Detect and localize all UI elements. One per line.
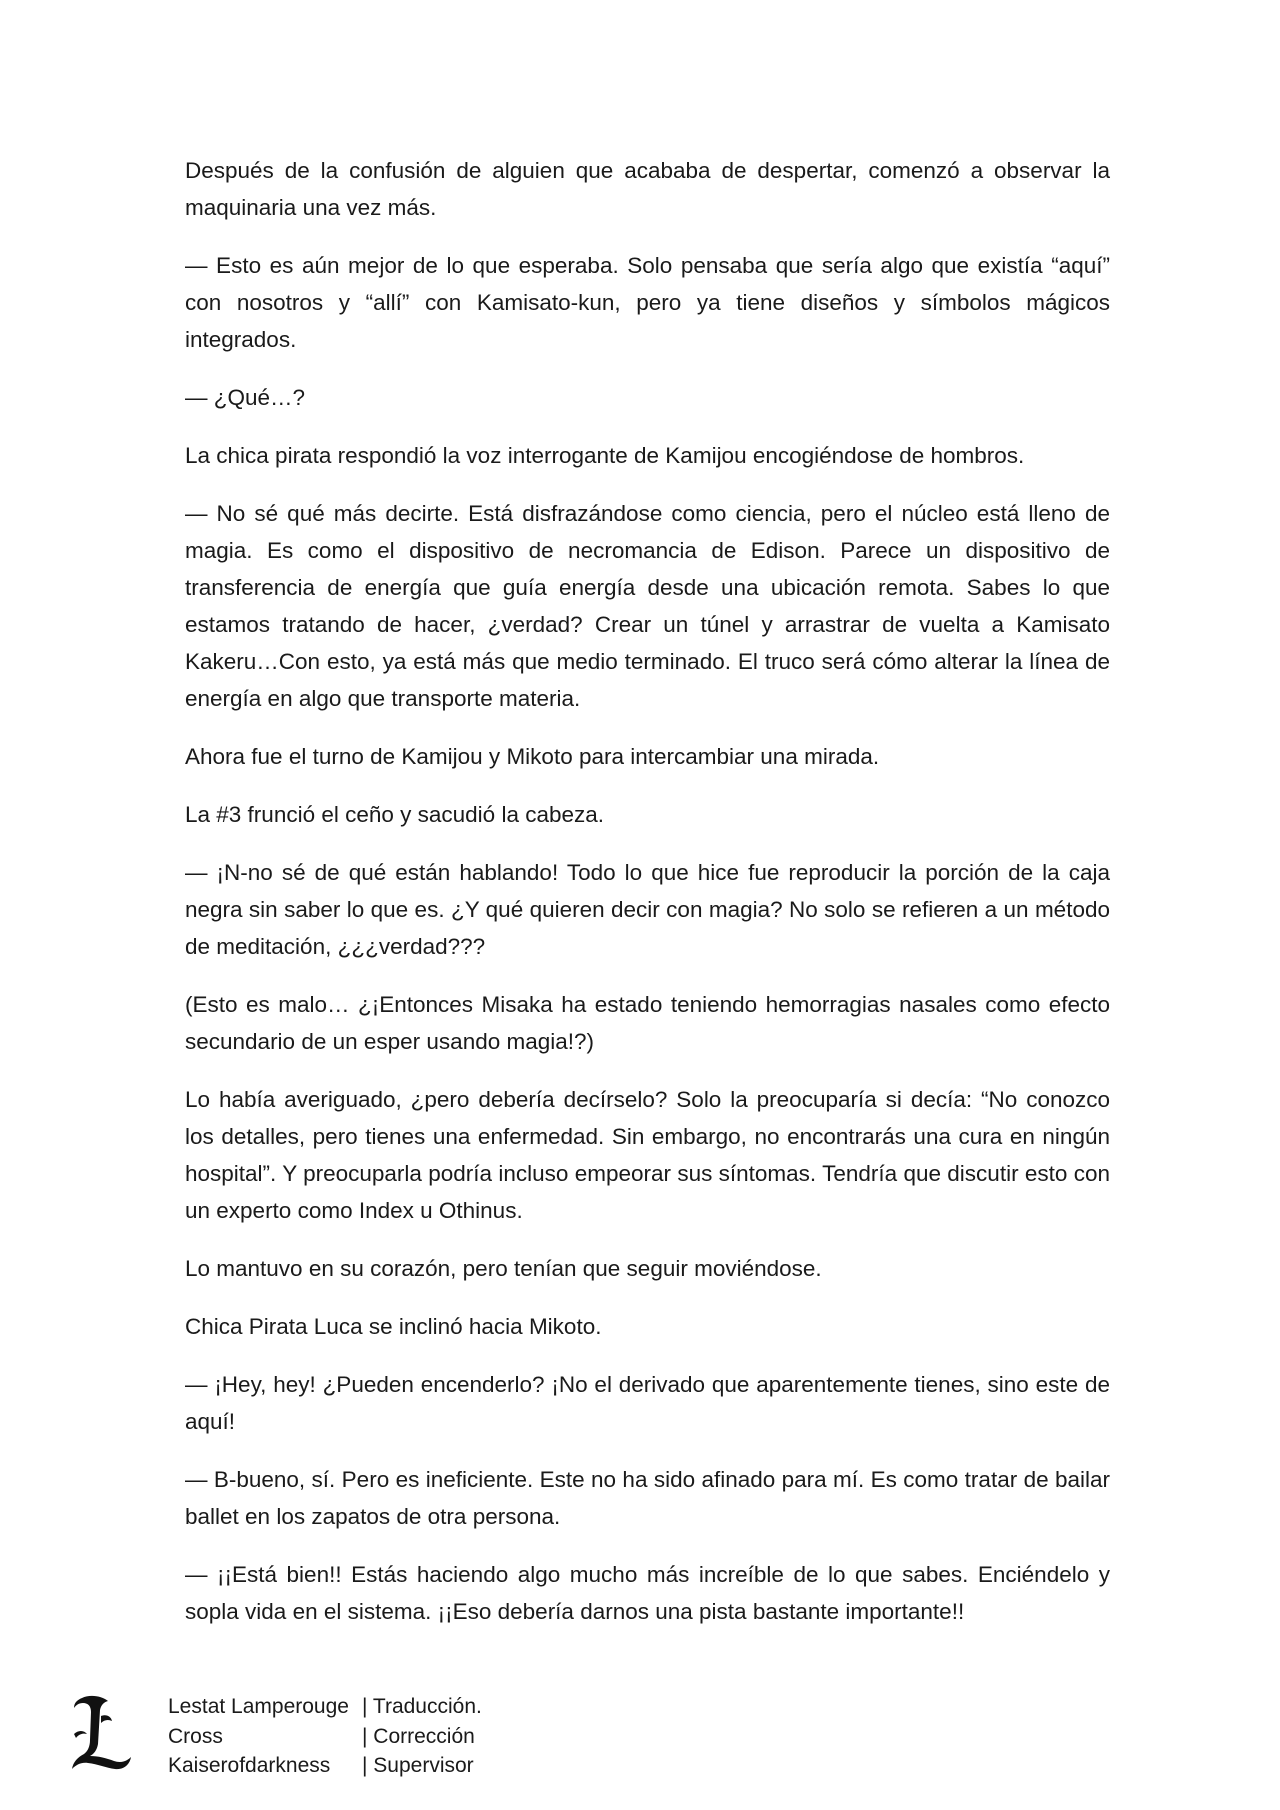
paragraph: La chica pirata respondió la voz interrogante de Kamijou encogiéndose de hombros. bbox=[185, 443, 1025, 468]
paragraph: La #3 frunció el ceño y sacudió la cabeza. bbox=[185, 802, 605, 827]
paragraph: Después de la confusión de alguien que acababa de despertar, comenzó a observar la maquinaria una vez más. bbox=[185, 158, 1110, 220]
page-body bbox=[185, 152, 1110, 1651]
credit-role: | Traducción. bbox=[362, 1695, 482, 1718]
paragraph: Chica Pirata Luca se inclinó hacia Mikoto. bbox=[185, 1314, 602, 1339]
paragraph: — ¡Hey, hey! ¿Pueden encenderlo? ¡No el derivado que aparentemente tienes, sino este de aquí! bbox=[185, 1372, 1110, 1434]
paragraph: Ahora fue el turno de Kamijou y Mikoto para intercambiar una mirada. bbox=[185, 744, 880, 769]
paragraph: — No sé qué más decirte. Está disfrazándose como ciencia, pero el núcleo está lleno de magia. Es como el dispositivo de necromancia de Edison. Parece un dispositivo de transferencia de energía que guía energía desde una ubicación remota. Sabes lo que estamos tratando de hacer, ¿verdad? Crear un túnel y arrastrar de vuelta a Kamisato Kakeru…Con esto, ya está más que medio terminado. El truco será cómo alterar la línea de energía en algo que transporte materia. bbox=[185, 501, 1110, 711]
credit-role: | Supervisor bbox=[362, 1754, 474, 1777]
credit-name: Kaiserofdarkness bbox=[168, 1754, 331, 1777]
credits bbox=[168, 1692, 482, 1781]
credit-row bbox=[168, 1722, 482, 1752]
paragraph: — ¡¡Está bien!! Estás haciendo algo mucho más increíble de lo que sabes. Enciéndelo y sopla vida en el sistema. ¡¡Eso debería darnos una pista bastante importante!! bbox=[185, 1562, 1110, 1624]
credit-row bbox=[168, 1751, 482, 1781]
footer bbox=[68, 1692, 668, 1782]
paragraph: — ¡N-no sé de qué están hablando! Todo lo que hice fue reproducir la porción de la caja negra sin saber lo que es. ¿Y qué quieren decir con magia? No solo se refieren a un método de meditación, ¿¿¿verdad??? bbox=[185, 860, 1110, 959]
credit-name: Lestat Lamperouge bbox=[168, 1695, 349, 1718]
credit-name: Cross bbox=[168, 1724, 223, 1748]
paragraph: (Esto es malo… ¿¡Entonces Misaka ha estado teniendo hemorragias nasales como efecto secundario de un esper usando magia!?) bbox=[185, 992, 1110, 1054]
paragraph: — ¿Qué…? bbox=[185, 385, 306, 410]
credit-row bbox=[168, 1692, 482, 1722]
paragraph: Lo había averiguado, ¿pero debería decírselo? Solo la preocuparía si decía: “No conozco los detalles, pero tienes una enfermedad. Sin embargo, no encontrarás una cura en ningún hospital”. Y preocuparla podría incluso empeorar sus síntomas. Tendría que discutir esto con un experto como Index u Othinus. bbox=[185, 1087, 1110, 1223]
gothic-letter-l-icon bbox=[68, 1692, 138, 1772]
credit-role: | Corrección bbox=[362, 1724, 475, 1748]
paragraph: — B-bueno, sí. Pero es ineficiente. Este no ha sido afinado para mí. Es como tratar de bailar ballet en los zapatos de otra persona. bbox=[185, 1467, 1110, 1529]
paragraph: Lo mantuvo en su corazón, pero tenían que seguir moviéndose. bbox=[185, 1256, 822, 1281]
paragraph: — Esto es aún mejor de lo que esperaba. Solo pensaba que sería algo que existía “aquí” con nosotros y “allí” con Kamisato-kun, pero ya tiene diseños y símbolos mágicos integrados. bbox=[185, 253, 1110, 352]
